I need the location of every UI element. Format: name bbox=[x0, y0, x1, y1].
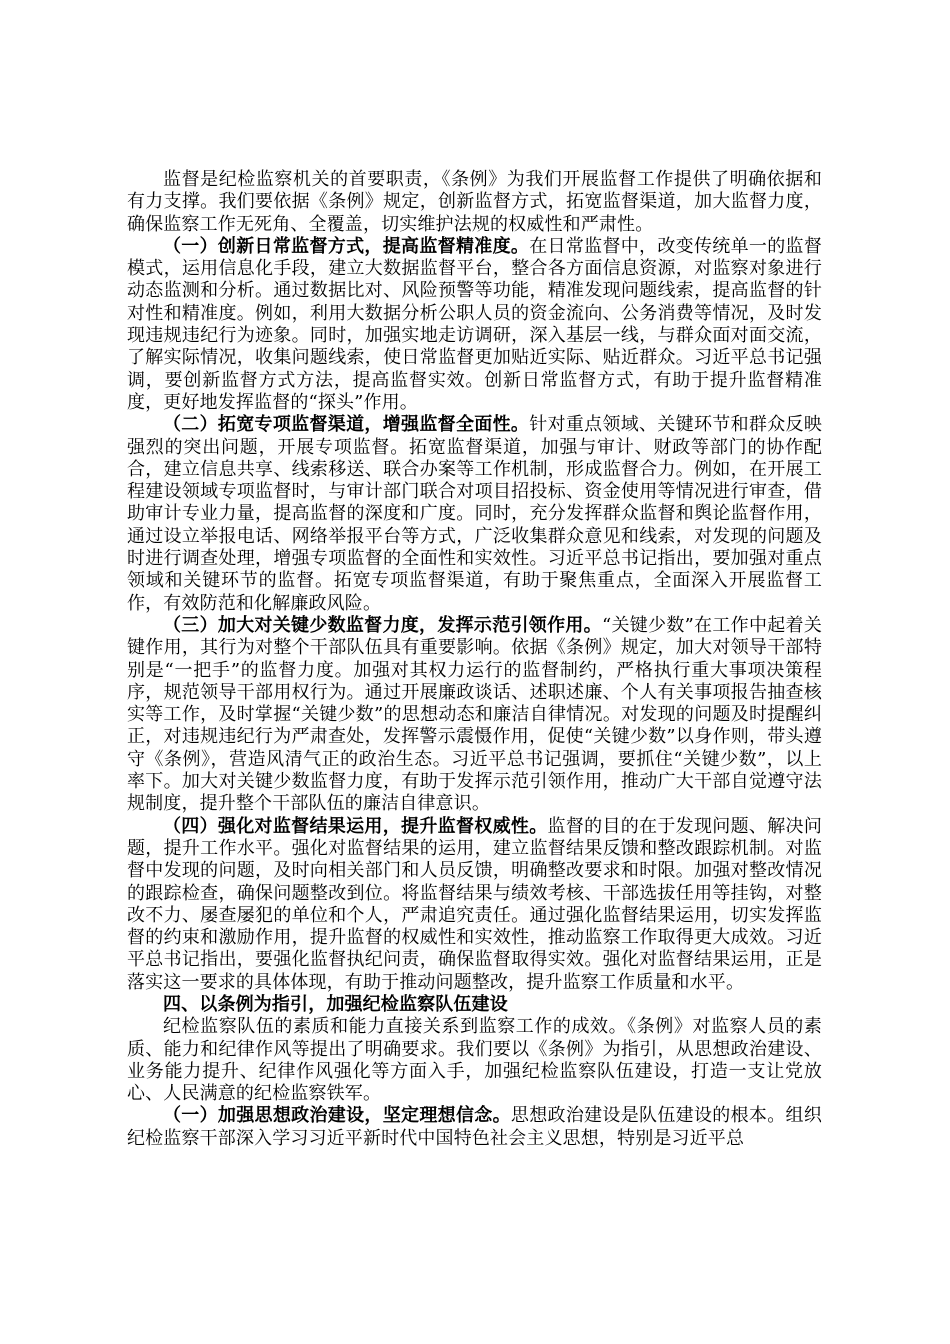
paragraph-text: 纪检监察队伍的素质和能力直接关系到监察工作的成效。《条例》对监察人员的素质、能力和纪律作风等提出了明确要求。我们要以《条例》为指引，从思想政治建设、业务能力提升、纪律作风强化等方面入手，加强纪检监察队伍建设，打造一支让党放心、人民满意的纪检监察铁军。 bbox=[127, 1016, 822, 1105]
paragraph-section-3 bbox=[127, 615, 822, 816]
paragraph-intro bbox=[127, 169, 822, 236]
paragraph-text: “关键少数”在工作中起着关键作用，其行为对整个干部队伍具有重要影响。依据《条例》规定，加大对领导干部特别是“一把手”的监督力度。加强对其权力运行的监督制约，严格执行重大事项决策程序，规范领导干部用权行为。通过开展廉政谈话、述职述廉、个人有关事项报告抽查核实等工作，及时掌握“关键少数”的思想动态和廉洁自律情况。对发现的问题及时提醒纠正，对违规违纪行为严肃查处，发挥警示震慑作用，促使“关键少数”以身作则，带头遵守《条例》，营造风清气正的政治生态。习近平总书记强调，要抓住“关键少数”，以上率下。加大对关键少数监督力度，有助于发挥示范引领作用，推动广大干部自觉遵守法规制度，提升整个干部队伍的廉洁自律意识。 bbox=[127, 614, 822, 815]
paragraph-team-intro bbox=[127, 1016, 822, 1105]
paragraph-section-4 bbox=[127, 816, 822, 994]
paragraph-team-section-1 bbox=[127, 1105, 822, 1150]
document-body bbox=[127, 169, 822, 1150]
paragraph-section-1 bbox=[127, 236, 822, 414]
paragraph-lead: （三）加大对关键少数监督力度，发挥示范引领作用。 bbox=[163, 614, 602, 636]
paragraph-section-2 bbox=[127, 414, 822, 615]
paragraph-lead: （一）创新日常监督方式，提高监督精准度。 bbox=[163, 235, 530, 257]
section-heading bbox=[127, 994, 822, 1016]
paragraph-lead: （四）强化对监督结果运用，提升监督权威性。 bbox=[163, 815, 548, 837]
paragraph-text: 思想政治建设是队伍建设的根本。组织纪检监察干部深入学习习近平新时代中国特色社会主义思想，特别是习近平总 bbox=[127, 1105, 822, 1149]
heading-text: 四、以条例为指引，加强纪检监察队伍建设 bbox=[163, 993, 508, 1015]
paragraph-text: 在日常监督中，改变传统单一的监督模式，运用信息化手段，建立大数据监督平台，整合各方面信息资源，对监察对象进行动态监测和分析。通过数据比对、风险预警等功能，精准发现问题线索，提高监督的针对性和精准度。例如，利用大数据分析公职人员的资金流向、公务消费等情况，及时发现违规违纪行为迹象。同时，加强实地走访调研，深入基层一线，与群众面对面交流，了解实际情况，收集问题线索，使日常监督更加贴近实际、贴近群众。习近平总书记强调，要创新监督方式方法，提高监督实效。创新日常监督方式，有助于提升监督精准度，更好地发挥监督的“探头”作用。 bbox=[127, 235, 822, 413]
paragraph-text: 针对重点领域、关键环节和群众反映强烈的突出问题，开展专项监督。拓宽监督渠道，加强与审计、财政等部门的协作配合，建立信息共享、线索移送、联合办案等工作机制，形成监督合力。例如，在开展工程建设领域专项监督时，与审计部门联合对项目招投标、资金使用等情况进行审查，借助审计专业力量，提高监督的深度和广度。同时，充分发挥群众监督和舆论监督作用，通过设立举报电话、网络举报平台等方式，广泛收集群众意见和线索，对发现的问题及时进行调查处理，增强专项监督的全面性和实效性。习近平总书记指出，要加强对重点领域和关键环节的监督。拓宽专项监督渠道，有助于聚焦重点，全面深入开展监督工作，有效防范和化解廉政风险。 bbox=[127, 414, 822, 614]
paragraph-text: 监督的目的在于发现问题、解决问题，提升工作水平。强化对监督结果的运用，建立监督结果反馈和整改跟踪机制。对监督中发现的问题，及时向相关部门和人员反馈，明确整改要求和时限。加强对整改情况的跟踪检查，确保问题整改到位。将监督结果与绩效考核、干部选拔任用等挂钩，对整改不力、屡查屡犯的单位和个人，严肃追究责任。通过强化监督结果运用，切实发挥监督的约束和激励作用，提升监督的权威性和实效性，推动监察工作取得更大成效。习近平总书记指出，要强化监督执纪问责，确保监督取得实效。强化对监督结果运用，正是落实这一要求的具体体现，有助于推动问题整改，提升监察工作质量和水平。 bbox=[127, 815, 823, 993]
paragraph-lead: （二）拓宽专项监督渠道，增强监督全面性。 bbox=[163, 414, 530, 436]
paragraph-text: 监督是纪检监察机关的首要职责，《条例》为我们开展监督工作提供了明确依据和有力支撑。我们要依据《条例》规定，创新监督方式，拓宽监督渠道，加大监督力度，确保监察工作无死角、全覆盖，切实维护法规的权威性和严肃性。 bbox=[127, 169, 822, 235]
paragraph-lead: （一）加强思想政治建设，坚定理想信念。 bbox=[163, 1105, 511, 1127]
